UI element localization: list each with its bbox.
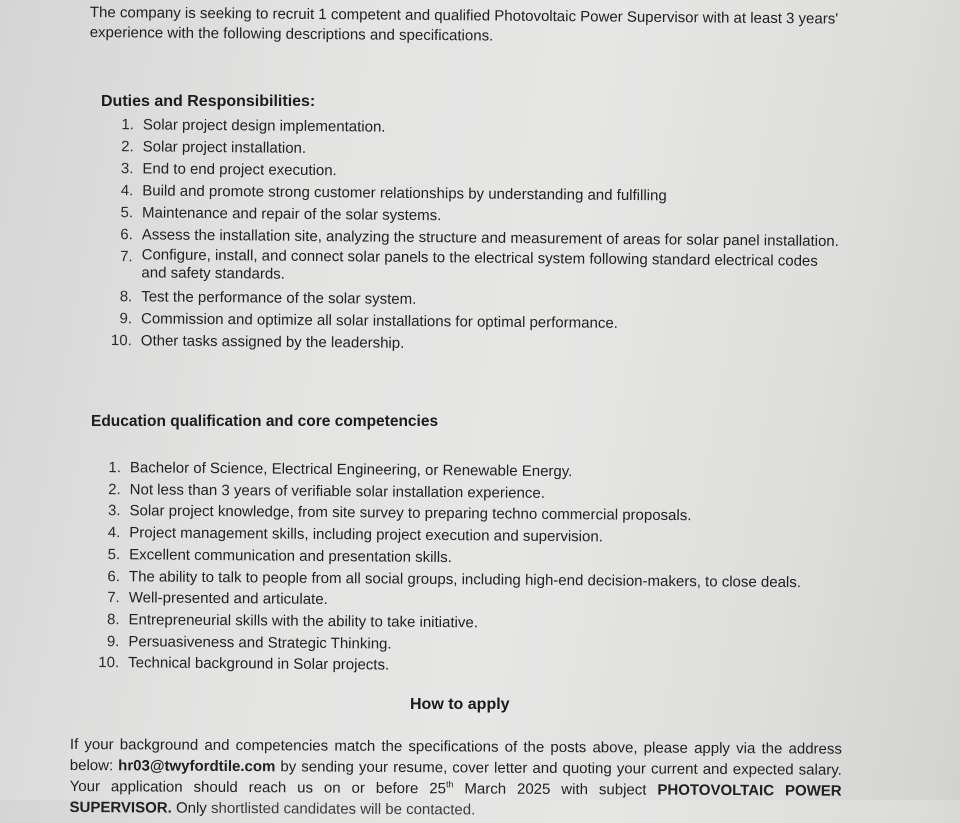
apply-line-2: by sending your resume, cover letter and quoting your current and expected salary. Your — [69, 758, 842, 796]
item-number: 8. — [106, 610, 120, 629]
item-text: Bachelor of Science, Electrical Engineering, or Renewable Energy. — [129, 459, 573, 481]
intro-line-1: The company is seeking to recruit 1 competent and qualified Photovoltaic Power Supervisor with at least 3 years' — [89, 3, 839, 28]
contact-email: hr03@twyfordtile.com — [118, 757, 276, 776]
item-text: Excellent communication and presentation skills. — [129, 546, 452, 566]
item-text: The ability to talk to people from all social groups, including high-end decision-makers, to close deals. — [128, 567, 802, 591]
apply-line-4: shortlisted candidates will be contacted. — [210, 799, 476, 819]
application-subject: PHOTOVOLTAIC POWER SUPERVISOR. — [69, 781, 842, 817]
item-text: Solar project knowledge, from site survey to preparing techno commercial proposals. — [129, 502, 692, 525]
date-suffix: th — [445, 779, 454, 790]
item-text: Solar project installation. — [142, 138, 307, 157]
item-number: 9. — [119, 310, 133, 328]
item-text: Solar project design implementation. — [142, 116, 386, 136]
education-heading: Education qualification and core competencies — [91, 413, 439, 430]
item-number: 2. — [108, 480, 121, 498]
item-number: 5. — [107, 545, 121, 564]
list-item — [106, 246, 846, 293]
item-text: Test the performance of the solar system. — [141, 288, 417, 308]
item-number: 1. — [108, 459, 121, 477]
item-number: 1. — [121, 116, 134, 134]
item-text: Other tasks assigned by the leadership. — [140, 332, 405, 352]
item-text: Build and promote strong customer relationships by understanding and fulfilling — [142, 182, 667, 205]
item-text: Technical background in Solar projects. — [128, 654, 390, 674]
item-text: Assess the installation site, analyzing the structure and measurement of areas for solar panel installation. — [141, 226, 839, 251]
how-to-apply-heading: How to apply — [410, 696, 510, 713]
item-text: Well-presented and articulate. — [128, 589, 328, 609]
intro-line-2: experience with the following descriptions and specifications. — [89, 23, 494, 45]
item-text: Project management skills, including project execution and supervision. — [129, 524, 603, 546]
item-text: Entrepreneurial skills with the ability to take initiative. — [128, 611, 478, 632]
apply-line-3-start: application should reach us on or before 25 — [110, 778, 447, 798]
item-number: 10. — [98, 654, 120, 672]
item-number: 2. — [121, 138, 134, 156]
item-number: 7. — [107, 589, 120, 607]
item-number: 6. — [107, 567, 121, 585]
item-text: Persuasiveness and Strategic Thinking. — [128, 632, 392, 653]
item-text: Commission and optimize all solar installations for optimal performance. — [140, 310, 618, 332]
item-text: Not less than 3 years of verifiable solar installation experience. — [129, 480, 545, 502]
item-text: Configure, install, and connect solar panels to the electrical system following standard electrical codes and safety standards. — [141, 246, 818, 283]
apply-line-3-mid: March 2025 with subject — [464, 780, 647, 799]
item-number: 9. — [106, 632, 120, 650]
apply-line-1: If your background and competencies match the specifications of the posts above, please apply via the address below: — [69, 735, 842, 775]
duties-heading: Duties and Responsibilities: — [101, 93, 316, 110]
item-number: 6. — [120, 226, 133, 244]
how-to-apply-paragraph — [69, 734, 841, 823]
item-text: End to end project execution. — [142, 160, 337, 180]
apply-line-3-end: Only — [175, 799, 207, 817]
item-text: Maintenance and repair of the solar systems. — [141, 204, 442, 225]
duties-list — [106, 114, 848, 359]
intro-paragraph — [90, 3, 850, 50]
education-list — [97, 457, 859, 681]
item-number: 3. — [107, 502, 121, 520]
item-number: 10. — [110, 332, 132, 350]
item-number: 4. — [107, 524, 121, 542]
item-number: 5. — [120, 204, 134, 222]
item-number: 7. — [120, 248, 133, 266]
item-number: 8. — [119, 288, 133, 306]
item-number: 3. — [120, 160, 134, 178]
item-number: 4. — [120, 182, 134, 200]
